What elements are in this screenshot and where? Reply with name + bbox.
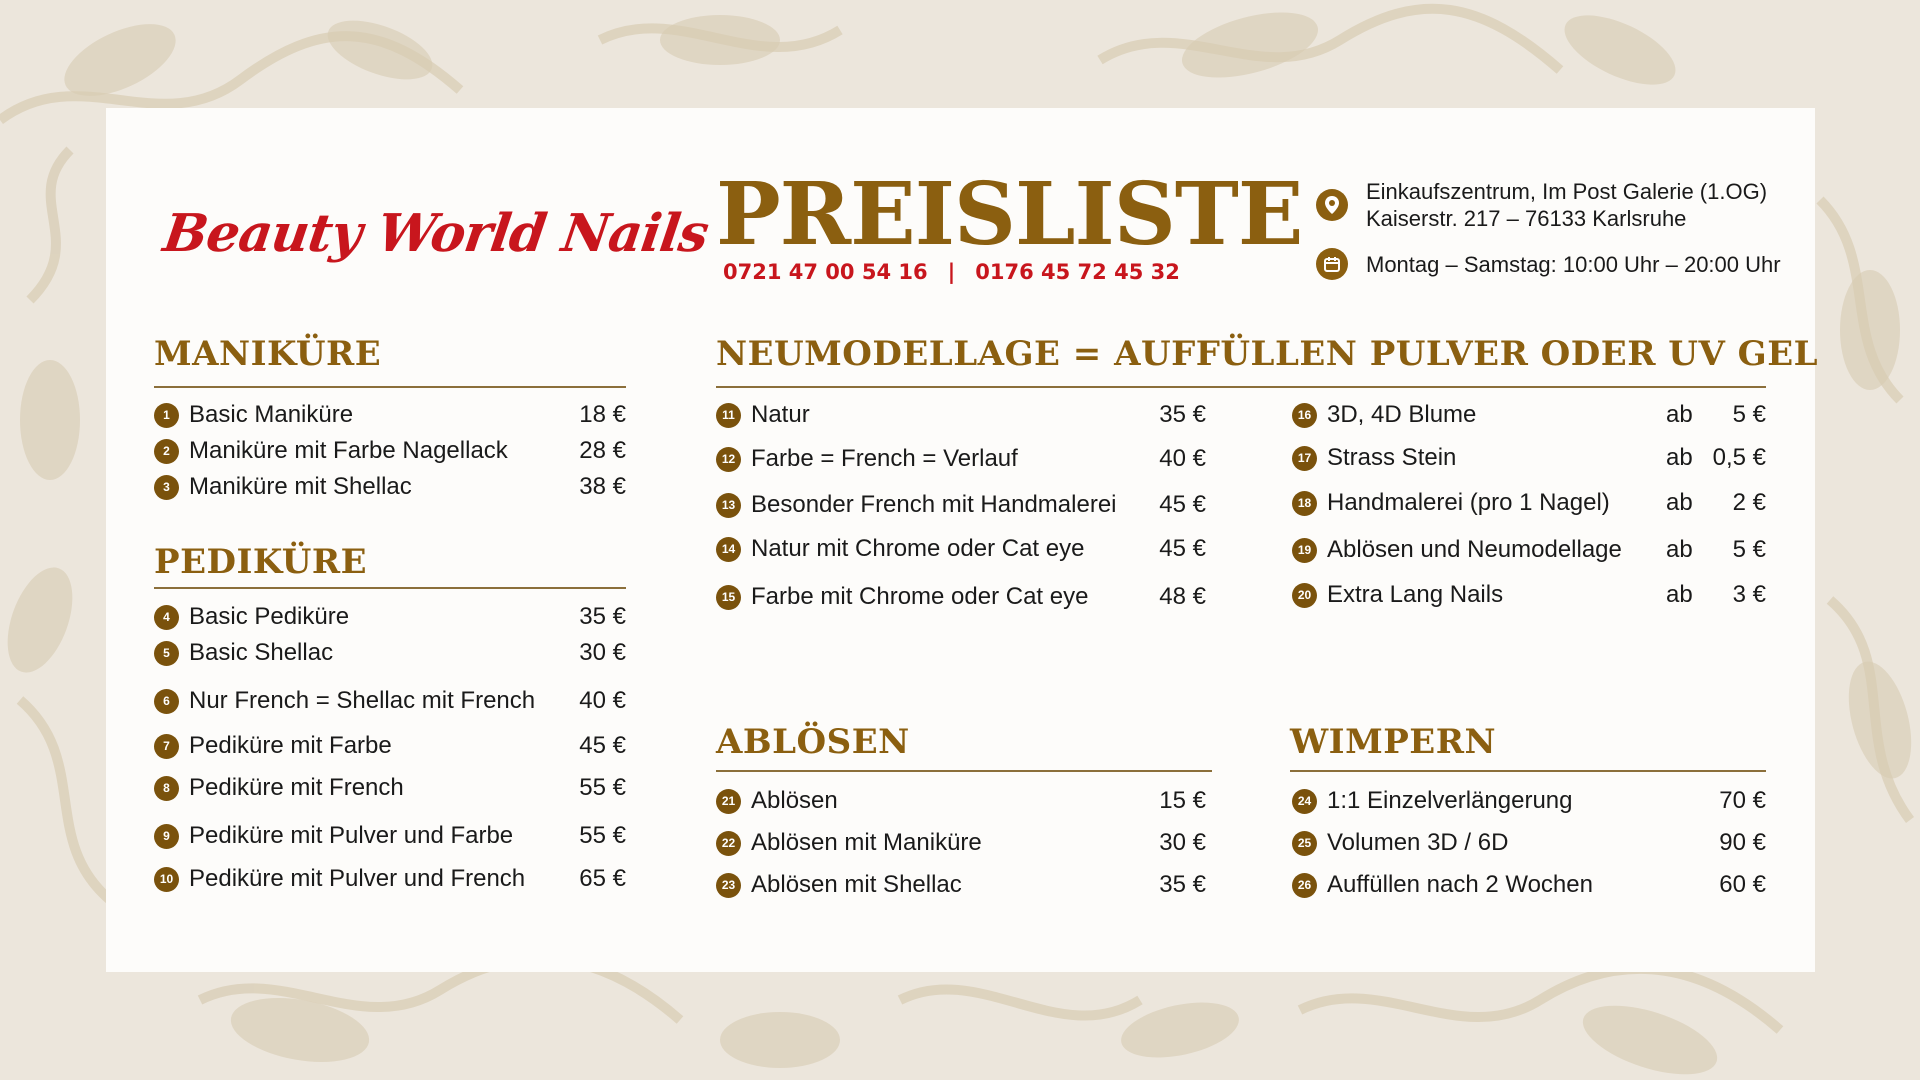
price-list-card bbox=[106, 108, 1819, 972]
item-label: Ablösen mit Maniküre bbox=[751, 829, 982, 856]
item-price: 3 € bbox=[1732, 581, 1766, 608]
item-number-badge: 15 bbox=[716, 585, 741, 610]
phone-separator: | bbox=[947, 260, 956, 284]
page-title: PREISLISTE bbox=[716, 164, 1303, 265]
phone-numbers bbox=[723, 260, 1180, 284]
item-label: Maniküre mit Farbe Nagellack bbox=[189, 437, 508, 464]
item-price: 0,5 € bbox=[1712, 444, 1766, 471]
item-label: Besonder French mit Handmalerei bbox=[751, 491, 1117, 518]
list-item bbox=[154, 602, 349, 632]
divider bbox=[154, 386, 626, 388]
item-label: Extra Lang Nails bbox=[1327, 581, 1504, 608]
item-number-badge: 5 bbox=[154, 641, 179, 666]
list-item bbox=[154, 638, 333, 668]
phone-1[interactable]: 0721 47 00 54 16 bbox=[723, 260, 928, 284]
item-price: 90 € bbox=[1719, 829, 1766, 856]
price-prefix: ab bbox=[1666, 489, 1693, 516]
section-title-pedikuere: PEDIKÜRE bbox=[154, 542, 368, 582]
item-number-badge: 14 bbox=[716, 537, 741, 562]
item-price: 70 € bbox=[1719, 787, 1766, 814]
item-label: Farbe mit Chrome oder Cat eye bbox=[751, 583, 1089, 610]
item-label: Pediküre mit French bbox=[189, 774, 404, 801]
list-item bbox=[716, 400, 810, 430]
list-item bbox=[716, 490, 1117, 520]
section-title-neumodellage: NEUMODELLAGE = AUFFÜLLEN PULVER ODER UV GEL bbox=[716, 334, 1819, 374]
item-label: Ablösen mit Shellac bbox=[751, 871, 962, 898]
item-number-badge: 11 bbox=[716, 403, 741, 428]
item-number-badge: 4 bbox=[154, 605, 179, 630]
list-item bbox=[1292, 488, 1610, 518]
item-number-badge: 13 bbox=[716, 493, 741, 518]
item-number-badge: 24 bbox=[1292, 789, 1317, 814]
list-item bbox=[154, 436, 508, 466]
calendar-icon bbox=[1316, 248, 1348, 280]
list-item bbox=[716, 870, 962, 900]
item-number-badge: 21 bbox=[716, 789, 741, 814]
item-price: 60 € bbox=[1719, 871, 1766, 898]
item-label: Ablösen und Neumodellage bbox=[1327, 536, 1622, 563]
price-prefix: ab bbox=[1666, 401, 1693, 428]
price-prefix: ab bbox=[1666, 536, 1693, 563]
divider bbox=[154, 587, 626, 589]
list-item bbox=[1292, 443, 1456, 473]
item-price: 5 € bbox=[1732, 401, 1766, 428]
divider bbox=[716, 770, 1212, 772]
item-label: Natur mit Chrome oder Cat eye bbox=[751, 535, 1085, 562]
item-number-badge: 2 bbox=[154, 439, 179, 464]
item-price: 15 € bbox=[1159, 787, 1206, 814]
item-number-badge: 25 bbox=[1292, 831, 1317, 856]
item-number-badge: 23 bbox=[716, 873, 741, 898]
divider bbox=[716, 386, 1766, 388]
item-number-badge: 6 bbox=[154, 689, 179, 714]
item-price: 55 € bbox=[579, 774, 626, 801]
item-price: 5 € bbox=[1732, 536, 1766, 563]
item-label: Handmalerei (pro 1 Nagel) bbox=[1327, 489, 1610, 516]
item-number-badge: 7 bbox=[154, 734, 179, 759]
item-number-badge: 8 bbox=[154, 776, 179, 801]
address-block bbox=[1316, 178, 1767, 232]
item-number-badge: 20 bbox=[1292, 583, 1317, 608]
section-title-manikuere: MANIKÜRE bbox=[154, 334, 382, 374]
item-price: 65 € bbox=[579, 865, 626, 892]
divider bbox=[1290, 770, 1766, 772]
item-number-badge: 22 bbox=[716, 831, 741, 856]
item-price: 30 € bbox=[579, 639, 626, 666]
address-line-1: Einkaufszentrum, Im Post Galerie (1.OG) bbox=[1366, 179, 1768, 204]
list-item bbox=[1292, 828, 1508, 858]
item-number-badge: 17 bbox=[1292, 446, 1317, 471]
address-line-2: Kaiserstr. 217 – 76133 Karlsruhe bbox=[1366, 206, 1687, 231]
item-price: 35 € bbox=[1159, 871, 1206, 898]
item-price: 55 € bbox=[579, 822, 626, 849]
item-label: Basic Shellac bbox=[189, 639, 334, 666]
section-title-wimpern: WIMPERN bbox=[1290, 722, 1497, 762]
item-label: Pediküre mit Pulver und Farbe bbox=[189, 822, 514, 849]
list-item bbox=[154, 686, 535, 716]
item-price: 48 € bbox=[1159, 583, 1206, 610]
item-label: Nur French = Shellac mit French bbox=[189, 687, 536, 714]
item-label: Farbe = French = Verlauf bbox=[751, 445, 1018, 472]
price-prefix: ab bbox=[1666, 444, 1693, 471]
brand-logo: Beauty World Nails bbox=[159, 203, 712, 264]
item-price: 45 € bbox=[1159, 491, 1206, 518]
item-number-badge: 12 bbox=[716, 447, 741, 472]
item-label: 1:1 Einzelverlängerung bbox=[1327, 787, 1573, 814]
list-item bbox=[154, 773, 404, 803]
list-item bbox=[1292, 870, 1593, 900]
item-price: 18 € bbox=[579, 401, 626, 428]
item-number-badge: 26 bbox=[1292, 873, 1317, 898]
list-item bbox=[154, 400, 353, 430]
item-label: Volumen 3D / 6D bbox=[1327, 829, 1509, 856]
item-label: Pediküre mit Farbe bbox=[189, 732, 392, 759]
item-number-badge: 3 bbox=[154, 475, 179, 500]
section-title-abloesen: ABLÖSEN bbox=[716, 722, 910, 762]
list-item bbox=[716, 534, 1084, 564]
list-item bbox=[154, 821, 513, 851]
list-item bbox=[716, 786, 838, 816]
price-prefix: ab bbox=[1666, 581, 1693, 608]
list-item bbox=[1292, 580, 1503, 610]
item-price: 40 € bbox=[1159, 445, 1206, 472]
item-label: Strass Stein bbox=[1327, 444, 1457, 471]
item-price: 35 € bbox=[1159, 401, 1206, 428]
item-price: 2 € bbox=[1732, 489, 1766, 516]
item-number-badge: 16 bbox=[1292, 403, 1317, 428]
item-label: Basic Maniküre bbox=[189, 401, 354, 428]
item-number-badge: 9 bbox=[154, 824, 179, 849]
item-number-badge: 1 bbox=[154, 403, 179, 428]
item-label: Natur bbox=[751, 401, 810, 428]
item-price: 35 € bbox=[579, 603, 626, 630]
item-price: 45 € bbox=[579, 732, 626, 759]
list-item bbox=[154, 472, 412, 502]
item-price: 30 € bbox=[1159, 829, 1206, 856]
item-label: Maniküre mit Shellac bbox=[189, 473, 412, 500]
location-pin-icon bbox=[1316, 189, 1348, 221]
item-price: 38 € bbox=[579, 473, 626, 500]
list-item bbox=[1292, 786, 1573, 816]
list-item bbox=[1292, 400, 1476, 430]
list-item bbox=[154, 731, 392, 761]
list-item bbox=[716, 582, 1088, 612]
item-label: Pediküre mit Pulver und French bbox=[189, 865, 526, 892]
item-label: Ablösen bbox=[751, 787, 838, 814]
item-number-badge: 18 bbox=[1292, 491, 1317, 516]
hours-block bbox=[1316, 248, 1781, 280]
phone-2[interactable]: 0176 45 72 45 32 bbox=[975, 260, 1180, 284]
item-price: 28 € bbox=[579, 437, 626, 464]
item-label: Basic Pediküre bbox=[189, 603, 350, 630]
opening-hours: Montag – Samstag: 10:00 Uhr – 20:00 Uhr bbox=[1366, 251, 1781, 277]
item-number-badge: 19 bbox=[1292, 538, 1317, 563]
item-label: 3D, 4D Blume bbox=[1327, 401, 1477, 428]
list-item bbox=[716, 828, 982, 858]
list-item bbox=[154, 864, 525, 894]
item-price: 40 € bbox=[579, 687, 626, 714]
list-item bbox=[1292, 535, 1622, 565]
item-number-badge: 10 bbox=[154, 867, 179, 892]
item-label: Auffüllen nach 2 Wochen bbox=[1327, 871, 1593, 898]
list-item bbox=[716, 444, 1018, 474]
item-price: 45 € bbox=[1159, 535, 1206, 562]
